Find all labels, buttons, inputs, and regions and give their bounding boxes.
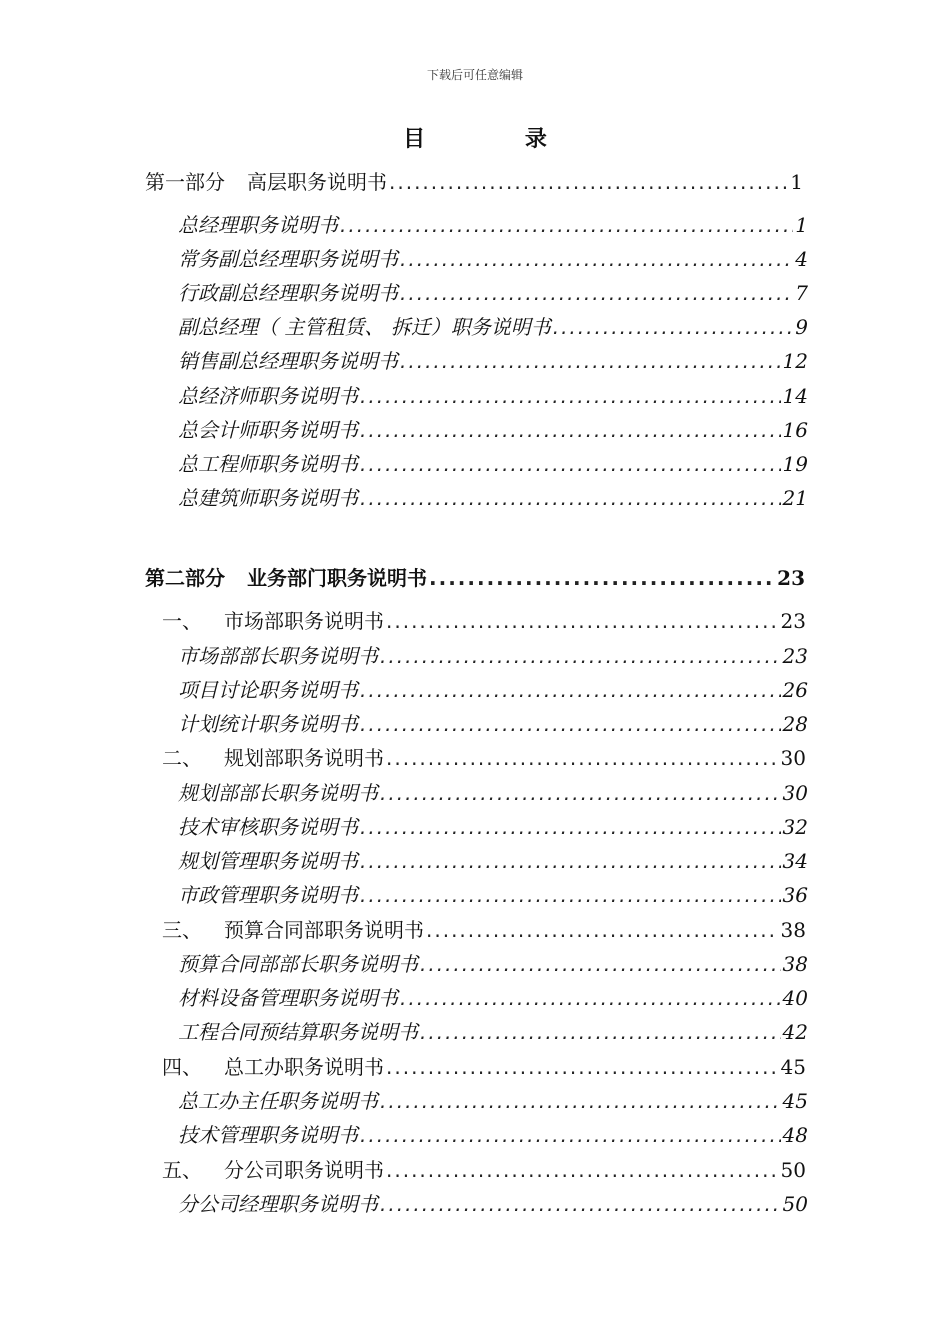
dot-leader <box>386 1055 779 1079</box>
toc-item[interactable] <box>178 640 808 670</box>
toc-item[interactable] <box>178 674 808 704</box>
toc-section[interactable] <box>162 1154 806 1184</box>
part-title: 高层职务说明书 <box>247 170 387 194</box>
dot-leader <box>426 918 779 942</box>
item-label: 工程合同预结算职务说明书 <box>178 1020 418 1044</box>
dot-leader <box>386 746 779 770</box>
dot-leader <box>386 609 779 633</box>
toc-part-2[interactable] <box>145 562 805 592</box>
toc-item[interactable] <box>178 1119 808 1149</box>
item-label: 总经理职务说明书 <box>178 213 338 237</box>
dot-leader <box>360 452 781 476</box>
dot-leader <box>553 315 794 339</box>
toc-item[interactable] <box>178 243 808 273</box>
toc-item[interactable] <box>178 1016 808 1046</box>
toc-section[interactable] <box>162 605 806 635</box>
part-number: 第一部分 <box>145 170 225 194</box>
item-label: 总工程师职务说明书 <box>178 452 358 476</box>
section-number: 五、 <box>162 1158 202 1182</box>
toc-section[interactable] <box>162 914 806 944</box>
page-number: 12 <box>782 349 808 373</box>
item-label: 市政管理职务说明书 <box>178 883 358 907</box>
section-title: 规划部职务说明书 <box>224 746 384 770</box>
section-title: 总工办职务说明书 <box>224 1055 384 1079</box>
page-number: 42 <box>782 1020 808 1044</box>
toc-section[interactable] <box>162 1051 806 1081</box>
page-number: 36 <box>782 883 808 907</box>
page-number: 30 <box>780 746 806 770</box>
toc-item[interactable] <box>178 209 808 239</box>
toc-item[interactable] <box>178 708 808 738</box>
toc-item[interactable] <box>178 879 808 909</box>
page-number: 28 <box>782 712 808 736</box>
page-number: 50 <box>782 1192 808 1216</box>
section-title: 分公司职务说明书 <box>224 1158 384 1182</box>
item-label: 市场部部长职务说明书 <box>178 644 378 668</box>
page-number: 23 <box>780 609 806 633</box>
dot-leader <box>386 1158 779 1182</box>
dot-leader <box>380 781 781 805</box>
toc-item[interactable] <box>178 311 808 341</box>
toc-item[interactable] <box>178 414 808 444</box>
page-number: 16 <box>782 418 808 442</box>
toc-item[interactable] <box>178 845 808 875</box>
page-number: 1 <box>795 213 808 237</box>
item-label: 技术审核职务说明书 <box>178 815 358 839</box>
item-label: 行政副总经理职务说明书 <box>178 281 398 305</box>
item-label: 副总经理（ 主管租赁、 拆迁）职务说明书 <box>178 315 551 339</box>
dot-leader <box>380 1089 781 1113</box>
toc-section[interactable] <box>162 742 806 772</box>
item-label: 销售副总经理职务说明书 <box>178 349 398 373</box>
toc-part-1[interactable] <box>145 166 803 196</box>
dot-leader <box>380 1192 781 1216</box>
section-title: 预算合同部职务说明书 <box>224 918 424 942</box>
page-number: 45 <box>782 1089 808 1113</box>
dot-leader <box>360 883 781 907</box>
item-label: 总建筑师职务说明书 <box>178 486 358 510</box>
page-number: 32 <box>782 815 808 839</box>
item-label: 计划统计职务说明书 <box>178 712 358 736</box>
page-number: 38 <box>782 952 808 976</box>
section-title: 市场部职务说明书 <box>224 609 384 633</box>
item-label: 预算合同部部长职务说明书 <box>178 952 418 976</box>
dot-leader <box>400 247 793 271</box>
dot-leader <box>400 986 781 1010</box>
dot-leader <box>380 644 781 668</box>
toc-item[interactable] <box>178 811 808 841</box>
section-number: 三、 <box>162 918 202 942</box>
toc-item[interactable] <box>178 448 808 478</box>
toc-item[interactable] <box>178 948 808 978</box>
toc-item[interactable] <box>178 982 808 1012</box>
page-number: 21 <box>782 486 808 510</box>
item-label: 常务副总经理职务说明书 <box>178 247 398 271</box>
item-label: 分公司经理职务说明书 <box>178 1192 378 1216</box>
page-number: 48 <box>782 1123 808 1147</box>
page-number: 50 <box>780 1158 806 1182</box>
dot-leader <box>360 418 781 442</box>
dot-leader <box>400 349 781 373</box>
section-number: 一、 <box>162 609 202 633</box>
toc-item[interactable] <box>178 345 808 375</box>
page-number: 38 <box>780 918 806 942</box>
toc-item[interactable] <box>178 1085 808 1115</box>
dot-leader <box>360 486 781 510</box>
dot-leader <box>360 678 781 702</box>
dot-leader <box>360 815 781 839</box>
page-title: 目 录 <box>403 127 593 152</box>
page-number: 7 <box>795 281 808 305</box>
section-number: 四、 <box>162 1055 202 1079</box>
dot-leader <box>389 170 788 194</box>
toc-item[interactable] <box>178 380 808 410</box>
part-number: 第二部分 <box>145 566 225 590</box>
section-number: 二、 <box>162 746 202 770</box>
item-label: 总经济师职务说明书 <box>178 384 358 408</box>
toc-item[interactable] <box>178 1188 808 1218</box>
dot-leader <box>400 281 793 305</box>
item-label: 规划部部长职务说明书 <box>178 781 378 805</box>
page-number: 23 <box>777 566 805 590</box>
toc-item[interactable] <box>178 777 808 807</box>
page-number: 4 <box>795 247 808 271</box>
dot-leader <box>360 1123 781 1147</box>
dot-leader <box>429 566 775 590</box>
dot-leader <box>340 213 793 237</box>
part-title: 业务部门职务说明书 <box>247 566 427 590</box>
toc-item[interactable] <box>178 277 808 307</box>
item-label: 技术管理职务说明书 <box>178 1123 358 1147</box>
page-number: 1 <box>790 170 803 194</box>
page-number: 34 <box>782 849 808 873</box>
page-number: 26 <box>782 678 808 702</box>
page-number: 19 <box>782 452 808 476</box>
page-number: 40 <box>782 986 808 1010</box>
dot-leader <box>360 849 781 873</box>
dot-leader <box>420 1020 781 1044</box>
item-label: 总工办主任职务说明书 <box>178 1089 378 1113</box>
item-label: 材料设备管理职务说明书 <box>178 986 398 1010</box>
page-number: 9 <box>795 315 808 339</box>
page-number: 23 <box>782 644 808 668</box>
item-label: 规划管理职务说明书 <box>178 849 358 873</box>
item-label: 项目讨论职务说明书 <box>178 678 358 702</box>
toc-item[interactable] <box>178 482 808 512</box>
page-header: 下载后可任意编辑 <box>426 68 523 82</box>
dot-leader <box>360 384 781 408</box>
page-number: 45 <box>780 1055 806 1079</box>
page-number: 30 <box>782 781 808 805</box>
item-label: 总会计师职务说明书 <box>178 418 358 442</box>
page-number: 14 <box>782 384 808 408</box>
dot-leader <box>360 712 781 736</box>
dot-leader <box>420 952 781 976</box>
